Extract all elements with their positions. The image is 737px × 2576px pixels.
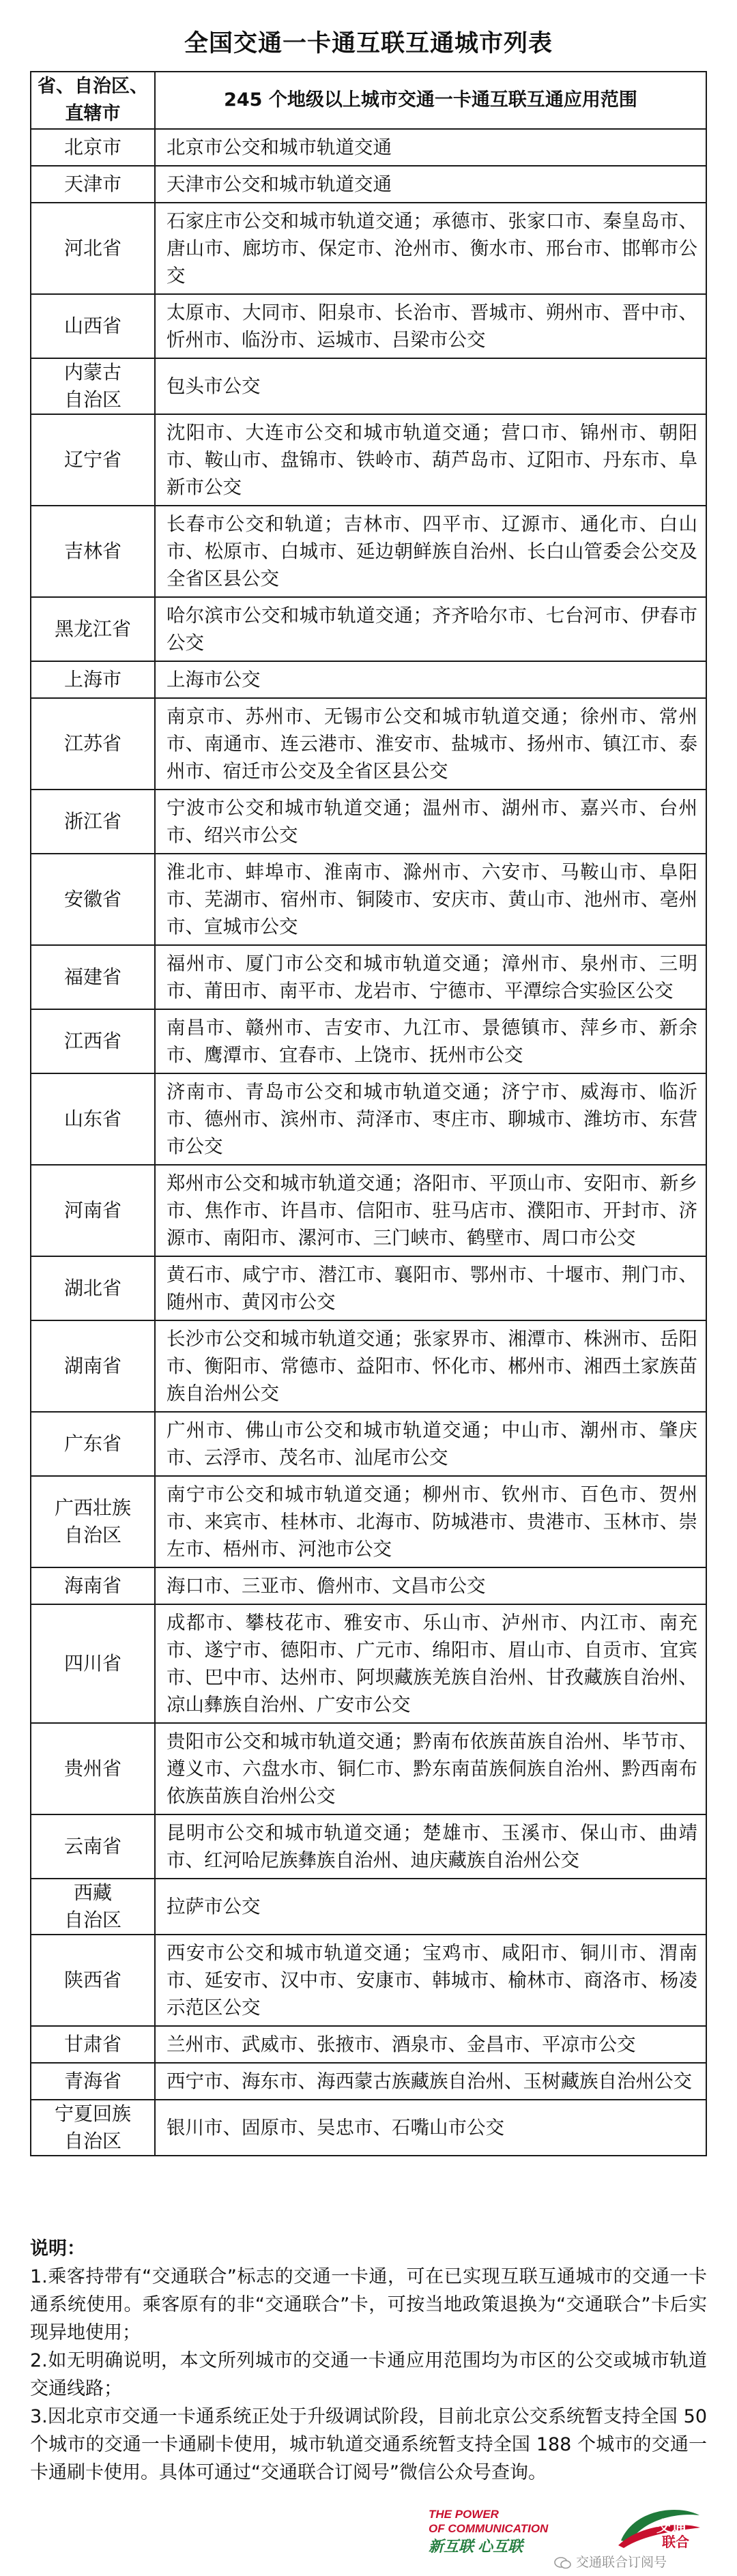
- province-name: 山东省: [63, 1108, 121, 1130]
- scope-cell: 海口市、三亚市、儋州市、文昌市公交: [155, 1567, 706, 1604]
- province-name: 上海市: [63, 668, 121, 691]
- province-cell: [31, 2100, 155, 2156]
- province-name: 青海省: [63, 2070, 121, 2092]
- province-cell: [31, 1723, 155, 1814]
- province-name: 贵州省: [63, 1757, 121, 1780]
- table-row: [31, 1604, 706, 1723]
- province-cell: [31, 414, 155, 506]
- table-row: [31, 698, 706, 790]
- province-name: 江苏省: [63, 732, 121, 755]
- slogan-line: OF COMMUNICATION: [429, 2522, 549, 2535]
- province-cell: [31, 597, 155, 661]
- province-cell: [31, 203, 155, 294]
- table-row: [31, 1814, 706, 1879]
- table-row: [31, 1073, 706, 1165]
- province-cell: [31, 661, 155, 698]
- province-cell: [31, 166, 155, 203]
- page-title: 全国交通一卡通互联互通城市列表: [184, 30, 553, 57]
- scope-cell: 宁波市公交和城市轨道交通；温州市、湖州市、嘉兴市、台州市、绍兴市公交: [155, 790, 706, 854]
- scope-cell: 兰州市、武威市、张掖市、酒泉市、金昌市、平凉市公交: [155, 2026, 706, 2063]
- province-cell: [31, 2026, 155, 2063]
- table-row: [31, 1009, 706, 1073]
- header-province-line: 省、自治区、: [38, 76, 148, 97]
- jiaotong-lianhe-logo: [614, 2503, 703, 2551]
- province-name: 福建省: [63, 966, 121, 988]
- table-header-row: [31, 72, 706, 129]
- wechat-icon: [554, 2556, 572, 2570]
- scope-cell: 贵阳市公交和城市轨道交通；黔南布依族苗族自治州、毕节市、遵义市、六盘水市、铜仁市、黔东南苗族侗族自治州、黔西南布依族苗族自治州公交: [155, 1723, 706, 1814]
- province-cell: [31, 790, 155, 854]
- province-cell: [31, 1009, 155, 1073]
- header-scope: 245 个地级以上城市交通一卡通互联互通应用范围: [155, 72, 706, 129]
- province-cell: [31, 1320, 155, 1412]
- notes-label: 说明：: [30, 2238, 85, 2259]
- table-row: [31, 1567, 706, 1604]
- scope-cell: 南昌市、赣州市、吉安市、九江市、景德镇市、萍乡市、新余市、鹰潭市、宜春市、上饶市、抚州市公交: [155, 1009, 706, 1073]
- province-name: 河北省: [63, 237, 121, 259]
- slogan: [429, 2507, 599, 2558]
- province-cell: [31, 1814, 155, 1879]
- province-name: 浙江省: [63, 810, 121, 833]
- scope-cell: 黄石市、咸宁市、潜江市、襄阳市、鄂州市、十堰市、荆门市、随州市、黄冈市公交: [155, 1256, 706, 1320]
- scope-cell: 石家庄市公交和城市轨道交通；承德市、张家口市、秦皇岛市、唐山市、廊坊市、保定市、沧州市、衡水市、邢台市、邯郸市公交: [155, 203, 706, 294]
- province-cell: [31, 1256, 155, 1320]
- slogan-line: THE POWER: [429, 2508, 499, 2521]
- province-name: 湖北省: [63, 1277, 121, 1299]
- table-row: [31, 1935, 706, 2026]
- province-name: 吉林省: [63, 540, 121, 562]
- scope-cell: 福州市、厦门市公交和城市轨道交通；漳州市、泉州市、三明市、莆田市、南平市、龙岩市、宁德市、平潭综合实验区公交: [155, 945, 706, 1009]
- scope-cell: 淮北市、蚌埠市、淮南市、滁州市、六安市、马鞍山市、阜阳市、芜湖市、宿州市、铜陵市、安庆市、黄山市、池州市、亳州市、宣城市公交: [155, 854, 706, 945]
- province-name: 陕西省: [63, 1969, 121, 1991]
- province-name: 天津市: [63, 173, 121, 195]
- wechat-watermark: [554, 2552, 725, 2571]
- table-row: [31, 790, 706, 854]
- scope-cell: 西宁市、海东市、海西蒙古族藏族自治州、玉树藏族自治州公交: [155, 2063, 706, 2100]
- table-body: [31, 129, 706, 2156]
- province-cell: [31, 506, 155, 597]
- table-row: [31, 1412, 706, 1476]
- scope-cell: 沈阳市、大连市公交和城市轨道交通；营口市、锦州市、朝阳市、鞍山市、盘锦市、铁岭市、葫芦岛市、辽阳市、丹东市、阜新市公交: [155, 414, 706, 506]
- province-name: 自治区: [63, 388, 121, 411]
- note-item: 2.如无明确说明，本文所列城市的交通一卡通应用范围均为市区的公交或城市轨道交通线路；: [30, 2350, 707, 2399]
- province-name: 四川省: [63, 1652, 121, 1675]
- province-cell: [31, 1476, 155, 1567]
- scope-cell: 哈尔滨市公交和城市轨道交通；齐齐哈尔市、七台河市、伊春市公交: [155, 597, 706, 661]
- province-name: 安徽省: [63, 888, 121, 910]
- province-name: 云南省: [63, 1835, 121, 1857]
- province-cell: [31, 1412, 155, 1476]
- note-item: 3.因北京市交通一卡通系统正处于升级调试阶段，目前北京公交系统暂支持全国 50 个城市的交通一卡通刷卡使用，城市轨道交通系统暂支持全国 188 个城市的交通一卡通刷卡使用。具体可通过“交通联合订阅号”微信公众号查询。: [30, 2406, 707, 2483]
- wechat-source: 交通联合订阅号: [576, 2555, 667, 2570]
- footer: [0, 2503, 737, 2571]
- table-row: [31, 854, 706, 945]
- table-row: [31, 506, 706, 597]
- province-cell: [31, 698, 155, 790]
- province-name: 湖南省: [63, 1355, 121, 1377]
- scope-cell: 长沙市公交和城市轨道交通；张家界市、湘潭市、株洲市、岳阳市、衡阳市、常德市、益阳市、怀化市、郴州市、湘西土家族苗族自治州公交: [155, 1320, 706, 1412]
- province-cell: [31, 2063, 155, 2100]
- scope-cell: 西安市公交和城市轨道交通；宝鸡市、咸阳市、铜川市、渭南市、延安市、汉中市、安康市、韩城市、榆林市、商洛市、杨凌示范区公交: [155, 1935, 706, 2026]
- province-name: 河南省: [63, 1199, 121, 1221]
- province-name: 西藏: [73, 1881, 112, 1904]
- province-cell: [31, 294, 155, 358]
- province-name: 辽宁省: [63, 448, 121, 471]
- province-name: 宁夏回族: [54, 2102, 131, 2125]
- table-row: [31, 1256, 706, 1320]
- logo-text-bottom: 联合: [662, 2534, 689, 2550]
- table-row: [31, 1165, 706, 1256]
- scope-cell: 包头市公交: [155, 358, 706, 414]
- table-row: [31, 1723, 706, 1814]
- scope-cell: 北京市公交和城市轨道交通: [155, 129, 706, 166]
- scope-cell: 太原市、大同市、阳泉市、长治市、晋城市、朔州市、晋中市、忻州市、临汾市、运城市、吕梁市公交: [155, 294, 706, 358]
- province-cell: [31, 1935, 155, 2026]
- table-row: [31, 358, 706, 414]
- table-row: [31, 1320, 706, 1412]
- province-name: 山西省: [63, 315, 121, 337]
- province-cell: [31, 1073, 155, 1165]
- province-cell: [31, 1604, 155, 1723]
- table-row: [31, 1476, 706, 1567]
- scope-cell: 郑州市公交和城市轨道交通；洛阳市、平顶山市、安阳市、新乡市、焦作市、许昌市、信阳市、驻马店市、濮阳市、开封市、济源市、南阳市、漯河市、三门峡市、鹤壁市、周口市公交: [155, 1165, 706, 1256]
- province-name: 海南省: [63, 1574, 121, 1597]
- scope-cell: 济南市、青岛市公交和城市轨道交通；济宁市、威海市、临沂市、德州市、滨州市、菏泽市、枣庄市、聊城市、潍坊市、东营市公交: [155, 1073, 706, 1165]
- table-row: [31, 414, 706, 506]
- table-row: [31, 294, 706, 358]
- province-name: 广西壮族: [54, 1496, 131, 1519]
- province-cell: [31, 1567, 155, 1604]
- note-item: 1.乘客持带有“交通联合”标志的交通一卡通，可在已实现互联互通城市的交通一卡通系统使用。乘客原有的非“交通联合”卡，可按当地政策退换为“交通联合”卡后实现异地使用；: [30, 2266, 707, 2343]
- province-cell: [31, 945, 155, 1009]
- notes: [30, 2235, 707, 2487]
- city-table: [30, 71, 707, 2156]
- scope-cell: 拉萨市公交: [155, 1879, 706, 1935]
- scope-cell: 上海市公交: [155, 661, 706, 698]
- table-row: [31, 166, 706, 203]
- logo-text-top: 交通: [656, 2519, 687, 2536]
- table-row: [31, 661, 706, 698]
- province-cell: [31, 1879, 155, 1935]
- province-name: 自治区: [63, 2130, 121, 2152]
- scope-cell: 南京市、苏州市、无锡市公交和城市轨道交通；徐州市、常州市、南通市、连云港市、淮安市、盐城市、扬州市、镇江市、泰州市、宿迁市公交及全省区县公交: [155, 698, 706, 790]
- province-name: 自治区: [63, 1524, 121, 1546]
- scope-cell: 成都市、攀枝花市、雅安市、乐山市、泸州市、内江市、南充市、遂宁市、德阳市、广元市、绵阳市、眉山市、自贡市、宜宾市、巴中市、达州市、阿坝藏族羌族自治州、甘孜藏族自治州、凉山彝族自治州、广安市公交: [155, 1604, 706, 1723]
- scope-cell: 银川市、固原市、吴忠市、石嘴山市公交: [155, 2100, 706, 2156]
- table-row: [31, 2063, 706, 2100]
- province-name: 北京市: [63, 136, 121, 158]
- slogan-cn: 新互联 心互联: [429, 2538, 523, 2555]
- table-row: [31, 1879, 706, 1935]
- table-row: [31, 2100, 706, 2156]
- scope-cell: 南宁市公交和城市轨道交通；柳州市、钦州市、百色市、贺州市、来宾市、桂林市、北海市、防城港市、贵港市、玉林市、崇左市、梧州市、河池市公交: [155, 1476, 706, 1567]
- province-name: 江西省: [63, 1030, 121, 1052]
- province-cell: [31, 129, 155, 166]
- province-cell: [31, 854, 155, 945]
- province-name: 自治区: [63, 1909, 121, 1931]
- header-province-line: 直辖市: [65, 103, 121, 124]
- table-row: [31, 945, 706, 1009]
- table-row: [31, 597, 706, 661]
- province-name: 甘肃省: [63, 2033, 121, 2055]
- province-name: 内蒙古: [63, 361, 121, 383]
- province-cell: [31, 358, 155, 414]
- province-cell: [31, 1165, 155, 1256]
- province-name: 黑龙江省: [54, 618, 131, 640]
- scope-cell: 天津市公交和城市轨道交通: [155, 166, 706, 203]
- province-name: 广东省: [63, 1432, 121, 1455]
- table-row: [31, 129, 706, 166]
- scope-cell: 广州市、佛山市公交和城市轨道交通；中山市、潮州市、肇庆市、云浮市、茂名市、汕尾市公交: [155, 1412, 706, 1476]
- table-row: [31, 2026, 706, 2063]
- table-row: [31, 203, 706, 294]
- scope-cell: 昆明市公交和城市轨道交通；楚雄市、玉溪市、保山市、曲靖市、红河哈尼族彝族自治州、迪庆藏族自治州公交: [155, 1814, 706, 1879]
- header-province: [31, 72, 155, 129]
- scope-cell: 长春市公交和轨道；吉林市、四平市、辽源市、通化市、白山市、松原市、白城市、延边朝鲜族自治州、长白山管委会公交及全省区县公交: [155, 506, 706, 597]
